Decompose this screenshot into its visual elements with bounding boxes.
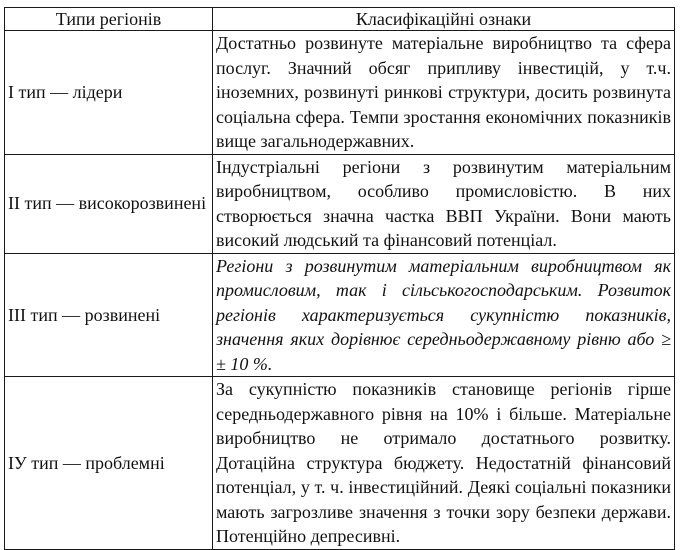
table-row: [5, 377, 675, 550]
table-header-row: [5, 8, 675, 31]
column-header-classification-features: Класифікаційні ознаки: [213, 8, 675, 31]
region-type-cell: III тип — розвинені: [5, 253, 213, 377]
classification-cell: Достатньо розвинуте матеріальне виробництво та сфера послуг. Значний обсяг припливу інвестицій, у т.ч. іноземних, розвинуті ринкові структури, досить розвинута соціальна сфера. Темпи зростання економічних показників вище загальнодержавних.: [213, 31, 675, 155]
region-type-cell: II тип — високорозвинені: [5, 154, 213, 253]
classification-cell: За сукупністю показників становище регіонів гірше середньодержавного рівня на 10% і більше. Матеріальне виробництво не отримало достатнього розвитку. Дотаційна структура бюджету. Недостатній фінансовий потенціал, у т. ч. інвестиційний. Деякі соціальні показники мають загрозливе значення з точки зору безпеки держави. Потенційно депресивні.: [213, 377, 675, 550]
table-row: [5, 154, 675, 253]
classification-cell: Індустріальні регіони з розвинутим матеріальним виробництвом, особливо промисловістю. В них створюється значна частка ВВП України. Вони мають високий людський та фінансовий потенціал.: [213, 154, 675, 253]
classification-cell: Регіони з розвинутим матеріальним виробництвом як промисловим, так і сільськогосподарським. Розвиток регіонів характеризується сукупністю показників, значення яких дорівнює середньодержавному рівню або ≥ ± 10 %.: [213, 253, 675, 377]
column-header-region-types: Типи регіонів: [5, 8, 213, 31]
region-type-cell: I тип — лідери: [5, 31, 213, 155]
table-row: [5, 253, 675, 377]
table-row: [5, 31, 675, 155]
region-types-table: [4, 7, 675, 550]
region-type-cell: ІУ тип — проблемні: [5, 377, 213, 550]
